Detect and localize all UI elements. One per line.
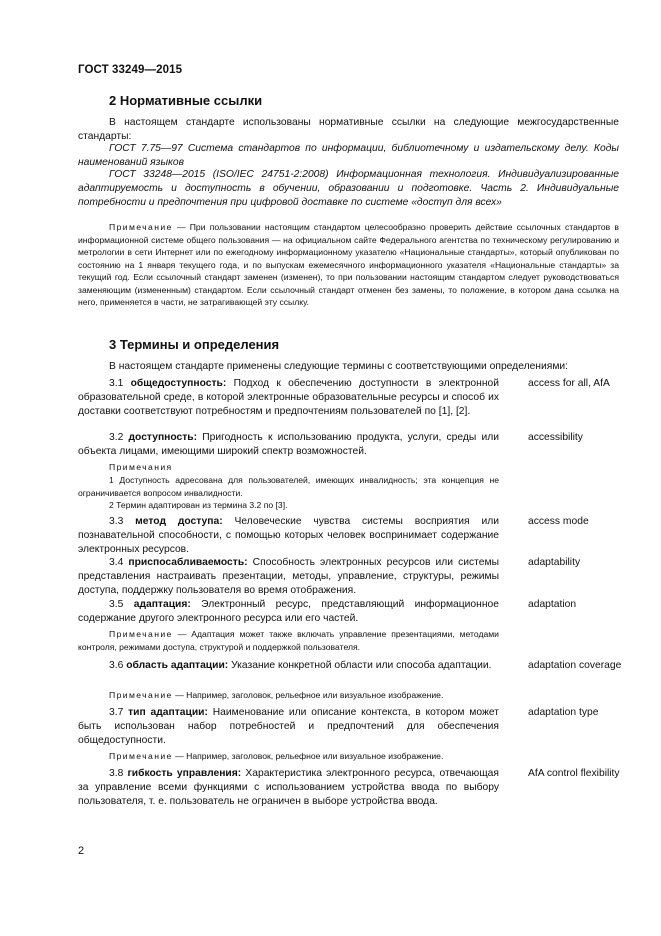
note-3-2-item-1: 1 Доступность адресована для пользователей, имеющих инвалидность; эта концепция не ограничивается вопросом инвалидности.: [78, 475, 499, 498]
note-3-2-item-2: 2 Термин адаптирован из термина 3.2 по [3].: [109, 500, 288, 510]
note-3-7: [78, 750, 499, 763]
section-2-intro: В настоящем стандарте использованы нормативные ссылки на следующие межгосударственные стандарты:: [78, 117, 619, 142]
note-3-6: [78, 689, 499, 702]
note-text: — Например, заголовок, рельефное или визуальное изображение.: [172, 751, 444, 761]
term-3-3-english: access mode: [528, 516, 589, 527]
term-name: метод доступа:: [135, 516, 223, 527]
term-3-2: [78, 431, 499, 459]
term-3-5-english: adaptation: [528, 599, 577, 610]
term-3-5: [78, 598, 499, 626]
page-number: 2: [78, 845, 85, 857]
term-number: 3.3: [109, 516, 124, 527]
term-number: 3.6: [109, 660, 124, 671]
term-name: доступность:: [128, 432, 198, 443]
note-text: — Адаптация может также включать управление презентациями, методами контроля, режимами доступа, структурой и поддержкой пользователя.: [78, 629, 499, 652]
term-3-6-english: adaptation coverage: [528, 660, 622, 671]
term-definition: Пригодность к использованию продукта, услуги, среды или объекта лицами, имеющими широкий спектр возможностей.: [78, 432, 499, 457]
term-3-2-english: accessibility: [528, 432, 583, 443]
section-3-title: 3 Термины и определения: [109, 337, 280, 352]
term-name: тип адаптации:: [128, 707, 208, 718]
term-definition: Подход к обеспечению доступности в электронной образовательной среде, в которой электронные образовательные ресурсы и способ их доставки соответствуют потребностям и предпочтениям пользователей по [1], [2].: [78, 378, 499, 417]
normative-reference-1: ГОСТ 7.75—97 Система стандартов по информации, библиотечному и издательскому делу. Коды наименований языков: [78, 143, 619, 168]
term-definition: Человеческие чувства системы восприятия или познавательной способности, с помощью которых человек воспринимает содержание электронных ресурсов.: [78, 516, 499, 555]
term-definition: Наименование или описание контекста, в котором может быть использован набор потребностей и предпочтений для обеспечения общедоступности.: [78, 707, 499, 746]
term-number: 3.5: [109, 599, 124, 610]
term-3-1-english: access for all, AfA: [528, 378, 610, 389]
term-definition: Характеристика электронного ресурса, отвечающая за управление всеми функциями с использованием устройства ввода по выбору пользователя, т. е. пользователь не ограничен в выборе устройства ввода.: [78, 768, 499, 807]
term-number: 3.1: [109, 378, 124, 389]
term-name: область адаптации:: [126, 660, 229, 671]
term-3-7-english: adaptation type: [528, 707, 599, 718]
term-3-7: [78, 706, 499, 748]
note-text: — При пользовании настоящим стандартом целесообразно проверить действие ссылочных стандартов в информационной системе общего пользования — на официальном сайте Федерального агентства по техническому регулированию и метрологии в сети Интернет или по ежегодному информационному указателю «Национальные стандарты», который опубликован по состоянию на 1 января текущего года, и по выпускам ежемесячного информационного указателя «Национальные стандарты» за текущий год. Если ссылочный стандарт заменен (изменен), то при пользовании настоящим стандартом следует руководствоваться заменяющим (измененным) стандартом. Если ссылочный стандарт отменен без замены, то положение, в котором дана ссылка на него, применяется в части, не затрагивающей эту ссылку.: [78, 222, 619, 307]
note-label: Примечание: [109, 690, 173, 700]
note-label: Примечание: [109, 222, 173, 232]
term-number: 3.8: [109, 768, 124, 779]
term-name: гибкость управления:: [127, 768, 242, 779]
term-definition: Электронный ресурс, представляющий информационное содержание другого электронного ресурса или его частей.: [78, 599, 499, 624]
note-label: Примечание: [109, 751, 173, 761]
normative-reference-2: ГОСТ 33248—2015 (ISO/IEC 24751-2:2008) Информационная технология. Индивидуализированные адаптируемость и доступность в обучении, образовании и подготовке. Часть 2. Индивидуальные потребности и предпочтения при цифровой доставке по системе «доступ для всех»: [78, 169, 619, 208]
term-number: 3.4: [109, 557, 124, 568]
term-3-1: [78, 377, 499, 419]
term-number: 3.2: [109, 432, 124, 443]
section-2-note: [78, 221, 619, 309]
term-3-4: [78, 556, 499, 598]
term-name: приспосабливаемость:: [128, 557, 248, 568]
term-number: 3.7: [109, 707, 124, 718]
term-definition: Указание конкретной области или способа адаптации.: [228, 660, 492, 671]
section-2-title: 2 Нормативные ссылки: [109, 93, 263, 108]
document-code-header: ГОСТ 33249—2015: [78, 64, 183, 76]
term-3-8: [78, 767, 499, 809]
section-3-intro: В настоящем стандарте применены следующие термины с соответствующими определениями:: [109, 361, 569, 372]
note-text: — Например, заголовок, рельефное или визуальное изображение.: [172, 690, 444, 700]
note-3-5: [78, 628, 499, 653]
term-3-3: [78, 515, 499, 557]
term-3-4-english: adaptability: [528, 557, 581, 568]
term-name: адаптация:: [133, 599, 191, 610]
notes-3-2-label: Примечания: [109, 462, 173, 472]
term-definition: Способность электронных ресурсов или системы представления настраивать презентации, методы, управление, структуры, режимы доступа, поддержку пользователя во время отображения.: [78, 557, 499, 596]
term-name: общедоступность:: [130, 378, 227, 389]
term-3-6: [78, 659, 499, 673]
note-label: Примечание: [109, 629, 173, 639]
term-3-8-english: AfA control flexibility: [528, 768, 620, 779]
